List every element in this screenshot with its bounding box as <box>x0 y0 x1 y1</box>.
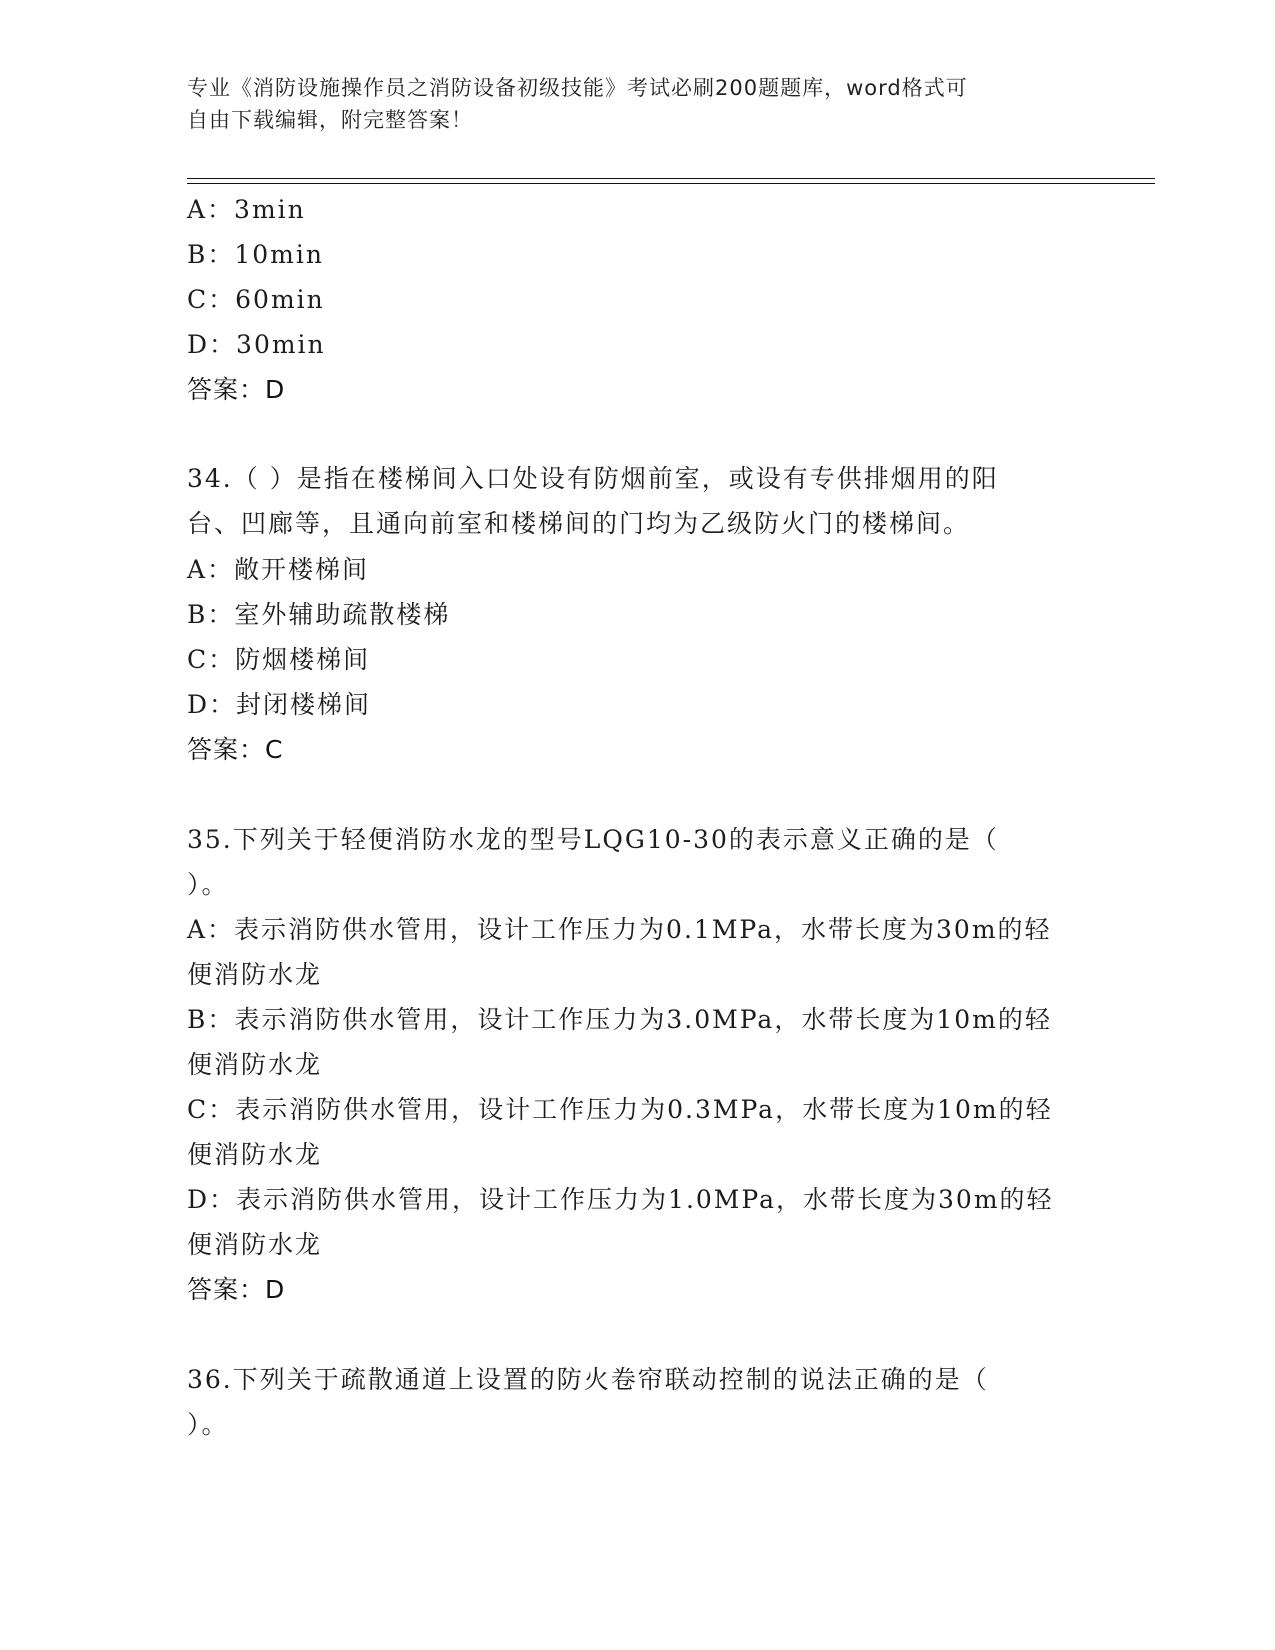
header-divider-top <box>187 178 1155 179</box>
header-line-2: 自由下载编辑，附完整答案！ <box>187 108 473 132</box>
q34-stem-line-2: 台、凹廊等，且通向前室和楼梯间的门均为乙级防火门的楼梯间。 <box>187 509 971 538</box>
q34-option-b: B：室外辅助疏散楼梯 <box>187 600 451 629</box>
q34-option-a: A：敞开楼梯间 <box>187 555 370 584</box>
q36-stem-line-1: 36.下列关于疏散通道上设置的防火卷帘联动控制的说法正确的是（ <box>187 1365 989 1394</box>
q35-option-b-line-1: B：表示消防供水管用，设计工作压力为3.0MPa，水带长度为10m的轻 <box>187 1005 1052 1034</box>
q33-option-c: C：60min <box>187 285 325 314</box>
q35-option-d-line-2: 便消防水龙 <box>187 1230 323 1259</box>
q35-option-d-line-1: D：表示消防供水管用，设计工作压力为1.0MPa，水带长度为30m的轻 <box>187 1185 1054 1214</box>
header-line-1: 专业《消防设施操作员之消防设备初级技能》考试必刷200题题库，word格式可 <box>187 76 968 100</box>
q34-answer: 答案：C <box>187 735 284 764</box>
q35-option-c-line-2: 便消防水龙 <box>187 1140 323 1169</box>
q33-option-a: A：3min <box>187 195 306 224</box>
header-divider-bottom <box>187 183 1155 184</box>
document-header <box>187 72 1087 136</box>
q33-answer: 答案：D <box>187 375 286 404</box>
q33-option-d: D：30min <box>187 330 326 359</box>
q35-stem-line-1: 35.下列关于轻便消防水龙的型号LQG10-30的表示意义正确的是（ <box>187 825 999 854</box>
q33-option-b: B：10min <box>187 240 324 269</box>
q34-stem-line-1: 34.（ ）是指在楼梯间入口处设有防烟前室，或设有专供排烟用的阳 <box>187 464 999 493</box>
q35-answer: 答案：D <box>187 1275 286 1304</box>
q35-option-a-line-1: A：表示消防供水管用，设计工作压力为0.1MPa，水带长度为30m的轻 <box>187 915 1052 944</box>
q36-stem-line-2: ）。 <box>187 1410 229 1439</box>
q35-option-c-line-1: C：表示消防供水管用，设计工作压力为0.3MPa，水带长度为10m的轻 <box>187 1095 1053 1124</box>
q35-stem-line-2: ）。 <box>187 870 229 899</box>
q35-option-b-line-2: 便消防水龙 <box>187 1050 323 1079</box>
q35-option-a-line-2: 便消防水龙 <box>187 960 323 989</box>
q34-option-c: C：防烟楼梯间 <box>187 645 371 674</box>
q34-option-d: D：封闭楼梯间 <box>187 690 372 719</box>
